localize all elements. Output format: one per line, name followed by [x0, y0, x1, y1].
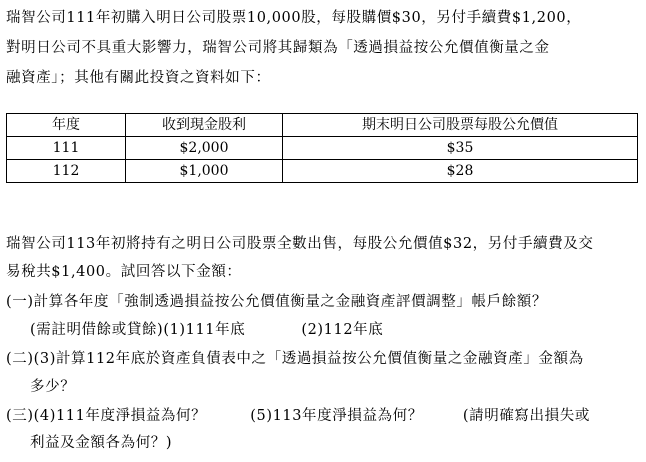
investment-data-table [6, 113, 638, 183]
question-3-part-4: (三)(4)111年度淨損益為何？ [6, 408, 207, 424]
row-2-year: 112 [7, 160, 126, 183]
intro-line-3: 融資產」；其他有關此投資之資料如下： [6, 70, 271, 86]
header-fair-value: 期末明日公司股票每股公允價值 [283, 114, 638, 137]
question-2-line-1: (二)(3)計算112年底於資產負債表中之「透過損益按公允價值衡量之金融資產」金額為 [6, 351, 584, 367]
table-row [7, 137, 638, 160]
table-header-row [7, 114, 638, 137]
sale-line-2: 易稅共$1,400。試回答以下金額： [6, 264, 242, 280]
row-2-fair-value: $28 [283, 160, 638, 183]
question-1-line-1: (一)計算各年度「強制透過損益按公允價值衡量之金融資產評價調整」帳戶餘額？ [6, 294, 548, 310]
row-2-dividend: $1,000 [126, 160, 283, 183]
question-3-instruction: (請明確寫出損失或 [462, 408, 590, 424]
question-3-part-5: (5)113年度淨損益為何？ [250, 408, 423, 424]
question-3-line-2: 利益及金額各為何？) [30, 435, 173, 451]
question-1-line-2 [30, 320, 383, 340]
sale-line-1: 瑞智公司113年初將持有之明日公司股票全數出售，每股公允價值$32，另付手續費及交 [6, 236, 594, 252]
row-1-fair-value: $35 [283, 137, 638, 160]
row-1-dividend: $2,000 [126, 137, 283, 160]
intro-line-2: 對明日公司不具重大影響力，瑞智公司將其歸類為「透過損益按公允價值衡量之金 [6, 40, 550, 56]
table-row [7, 160, 638, 183]
question-3-line-1 [6, 406, 590, 426]
intro-line-1: 瑞智公司111年初購入明日公司股票10,000股，每股購價$30，另付手續費$1,200， [6, 10, 582, 26]
question-1-part-2: (2)112年底 [301, 322, 384, 338]
question-2-line-2: 多少？ [30, 379, 76, 395]
header-cash-dividend: 收到現金股利 [126, 114, 283, 137]
question-1-part-1: (需註明借餘或貸餘)(1)111年底 [30, 322, 246, 338]
header-year: 年度 [7, 114, 126, 137]
row-1-year: 111 [7, 137, 126, 160]
